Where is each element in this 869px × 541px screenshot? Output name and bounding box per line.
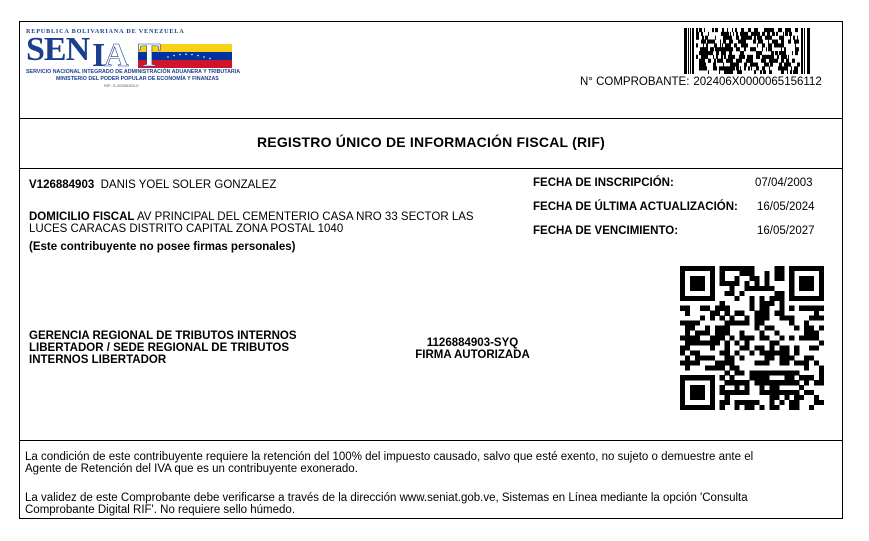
vencimiento-label: FECHA DE VENCIMIENTO: — [533, 225, 679, 237]
domicilio-line1: AV PRINCIPAL DEL CEMENTERIO CASA NRO 33 SECTOR LAS — [136, 211, 474, 223]
domicilio-line2: LUCES CARACAS DISTRITO CAPITAL ZONA POSTAL 1040 — [29, 223, 344, 235]
logo-agency-text: SERVICIO NACIONAL INTEGRADO DE ADMINISTRACIÓN ADUANERA Y TRIBUTARIA — [26, 69, 241, 75]
barcode-icon — [684, 28, 810, 74]
comprobante-label: N° COMPROBANTE: — [580, 76, 690, 88]
tax-office-line3: INTERNOS LIBERTADOR — [29, 354, 167, 366]
qr-code-icon — [680, 266, 824, 410]
validity-note — [25, 492, 748, 516]
retention-note-line1: La condición de este contribuyente requiere la retención del 100% del impuesto causado, salvo que esté exento, no sujeto o demuestre ante el — [25, 451, 754, 463]
logo-rif-text: RIF: G-20000303-0 — [104, 83, 139, 88]
document-footer — [20, 440, 842, 518]
document-title: REGISTRO ÚNICO DE INFORMACIÓN FISCAL (RIF) — [256, 134, 606, 150]
domicilio-fiscal — [29, 211, 529, 235]
comprobante-number — [580, 76, 822, 88]
authorized-signature — [400, 337, 545, 361]
validity-note-line1: La validez de este Comprobante debe verificarse a través de la dirección www.seniat.gob.ve, Sistemas en Línea mediante la opción 'Consulta — [25, 492, 748, 504]
retention-note-line2: Agente de Retención del IVA que es un contribuyente exonerado. — [25, 463, 358, 475]
comprobante-value: 202406X0000065156112 — [693, 76, 822, 88]
logo-t-letter — [138, 36, 168, 70]
validity-note-line2: Comprobante Digital RIF'. No requiere sello húmedo. — [25, 504, 296, 516]
svg-text:I: I — [92, 37, 106, 68]
signature-label: FIRMA AUTORIZADA — [415, 349, 530, 361]
firmas-note: (Este contribuyente no posee firmas personales) — [29, 241, 296, 253]
seniat-logo — [26, 28, 241, 88]
domicilio-label: DOMICILIO FISCAL — [29, 211, 135, 223]
logo-ministry-text: MINISTERIO DEL PODER POPULAR DE ECONOMÍA Y FINANZAS — [56, 76, 219, 82]
document-header — [20, 22, 842, 119]
document-body — [20, 168, 842, 441]
inscripcion-label: FECHA DE INSCRIPCIÓN: — [533, 177, 674, 189]
svg-text:T: T — [138, 37, 161, 70]
taxpayer-rif: V126884903 — [29, 179, 95, 191]
tax-office-line2: LIBERTADOR / SEDE REGIONAL DE TRIBUTOS — [29, 342, 290, 354]
logo-republic-text: REPUBLICA BOLIVARIANA DE VENEZUELA — [26, 28, 185, 35]
signature-code: 1126884903-SYQ — [426, 337, 519, 349]
actualizacion-label: FECHA DE ÚLTIMA ACTUALIZACIÓN: — [533, 201, 738, 213]
tax-office — [29, 330, 297, 366]
taxpayer-id-line — [29, 179, 276, 191]
logo-iat-letters — [92, 36, 142, 68]
vencimiento-value: 16/05/2027 — [757, 225, 815, 237]
taxpayer-name: DANIS YOEL SOLER GONZALEZ — [100, 179, 277, 191]
svg-text:A: A — [104, 37, 129, 68]
actualizacion-value: 16/05/2024 — [757, 201, 815, 213]
rif-document — [19, 21, 843, 519]
tax-office-line1: GERENCIA REGIONAL DE TRIBUTOS INTERNOS — [29, 330, 297, 342]
title-bar — [20, 118, 842, 169]
inscripcion-value: 07/04/2003 — [755, 177, 813, 189]
logo-wordmark: SEN — [26, 31, 90, 68]
retention-note — [25, 451, 753, 475]
